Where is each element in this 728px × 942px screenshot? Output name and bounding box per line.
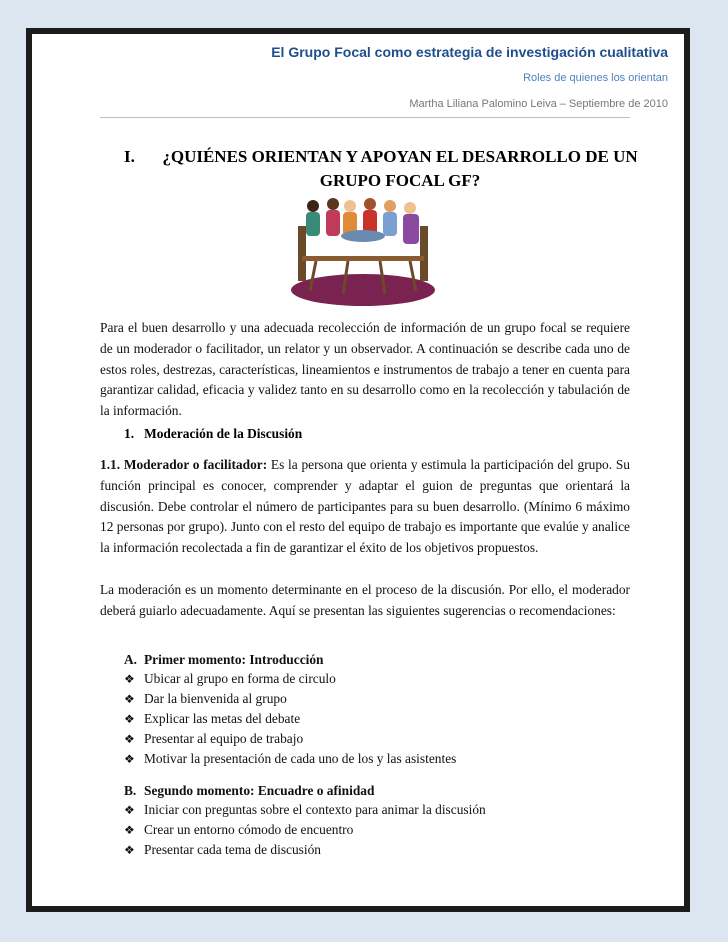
header-title: El Grupo Focal como estrategia de investigación cualitativa xyxy=(271,44,668,60)
list-item xyxy=(124,709,456,729)
moderator-paragraph xyxy=(100,455,630,559)
subsection-number: 1. xyxy=(124,426,135,441)
list-item-text: Motivar la presentación de cada uno de los y las asistentes xyxy=(144,751,457,766)
list-item-text: Dar la bienvenida al grupo xyxy=(144,691,287,706)
list-item xyxy=(124,840,486,860)
section-number: I. xyxy=(124,147,135,166)
moment-a-letter: A. xyxy=(124,652,138,667)
section-title: ¿QUIÉNES ORIENTAN Y APOYAN EL DESARROLLO DE UN GRUPO FOCAL GF? xyxy=(162,147,638,190)
diamond-bullet-icon: ❖ xyxy=(124,672,135,686)
list-item-text: Ubicar al grupo en forma de circulo xyxy=(144,671,336,686)
list-item xyxy=(124,729,456,749)
list-item-text: Iniciar con preguntas sobre el contexto para animar la discusión xyxy=(144,802,486,817)
moment-a-list xyxy=(124,650,456,769)
header-subtitle: Roles de quienes los orientan xyxy=(523,72,668,84)
list-item-text: Presentar cada tema de discusión xyxy=(144,842,321,857)
diamond-bullet-icon: ❖ xyxy=(124,692,135,706)
header-author: Martha Liliana Palomino Leiva – Septiembre de 2010 xyxy=(409,98,668,110)
diamond-bullet-icon: ❖ xyxy=(124,752,135,766)
diamond-bullet-icon: ❖ xyxy=(124,843,135,857)
list-item xyxy=(124,689,456,709)
list-item-text: Presentar al equipo de trabajo xyxy=(144,731,304,746)
header-divider xyxy=(100,117,630,118)
list-item xyxy=(124,820,486,840)
moment-b-list xyxy=(124,781,486,860)
moment-b-letter: B. xyxy=(124,783,137,798)
list-item-text: Crear un entorno cómodo de encuentro xyxy=(144,822,354,837)
subsection-title: Moderación de la Discusión xyxy=(144,426,303,441)
list-item-text: Explicar las metas del debate xyxy=(144,711,301,726)
moment-a-title: Primer momento: Introducción xyxy=(144,652,324,667)
moderator-text: Es la persona que orienta y estimula la participación del grupo. Su función principal es conocer, comprender y adaptar el guion de preguntas que orientará la discusión. Debe controlar el número de participantes para su buen desarrollo. (Mínimo 6 máximo 12 personas por grupo). Junto con el resto del equipo de trabajo es importante que evalúe y analice la información recolectada a fin de garantizar el éxito de los objetivos propuestos. xyxy=(100,457,630,556)
focus-group-illustration xyxy=(288,196,438,308)
list-item xyxy=(124,749,456,769)
moderator-label: 1.1. Moderador o facilitador: xyxy=(100,457,268,472)
list-item xyxy=(124,800,486,820)
moderation-paragraph: La moderación es un momento determinante en el proceso de la discusión. Por ello, el moderador deberá guiarlo adecuadamente. Aquí se presentan las siguientes sugerencias o recomendaciones: xyxy=(100,582,630,618)
diamond-bullet-icon: ❖ xyxy=(124,823,135,837)
diamond-bullet-icon: ❖ xyxy=(124,803,135,817)
subsection-heading xyxy=(124,426,302,442)
moment-b-heading xyxy=(124,781,486,800)
moment-b-title: Segundo momento: Encuadre o afinidad xyxy=(144,783,375,798)
diamond-bullet-icon: ❖ xyxy=(124,712,135,726)
diamond-bullet-icon: ❖ xyxy=(124,732,135,746)
intro-paragraph: Para el buen desarrollo y una adecuada recolección de información de un grupo focal se requiere de un moderador o facilitador, un relator y un observador. A continuación se describe cada uno de estos roles, destrezas, características, lineamientos e instrumentos de trabajo a tener en cuenta para garantizar calidad, eficacia y validez tanto en su desarrollo como en la recolección y tabulación de la información. xyxy=(100,320,630,419)
list-item xyxy=(124,669,456,689)
moment-a-heading xyxy=(124,650,456,669)
